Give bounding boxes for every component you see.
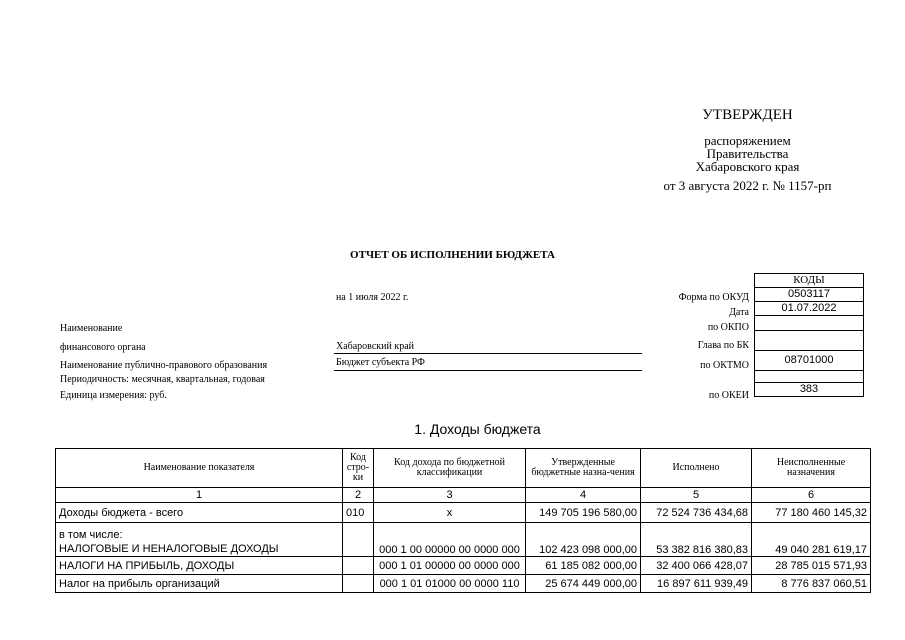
label-name-3: Наименование публично-правового образования bbox=[60, 360, 268, 371]
label-periodicity: Периодичность: месячная, квартальная, годовая bbox=[60, 374, 265, 385]
code-oktmo: 08701000 bbox=[755, 351, 864, 371]
approval-line-2: Правительства bbox=[706, 146, 789, 161]
row-approved: 102 423 098 000,00 bbox=[526, 523, 641, 557]
label-oktmo: по ОКТМО bbox=[700, 360, 749, 371]
row-name: НАЛОГОВЫЕ И НЕНАЛОГОВЫЕ ДОХОДЫ bbox=[59, 543, 279, 555]
codes-header: КОДЫ bbox=[755, 274, 864, 288]
header-name: Наименование показателя bbox=[56, 449, 343, 488]
code-glava bbox=[755, 331, 864, 351]
row-executed: 32 400 066 428,07 bbox=[641, 557, 752, 575]
approval-title: УТВЕРЖДЕН bbox=[702, 107, 793, 123]
row-income-code: 000 1 00 00000 00 0000 000 bbox=[374, 523, 526, 557]
row-income-code: 000 1 01 01000 00 0000 110 bbox=[374, 575, 526, 593]
row-executed: 72 524 736 434,68 bbox=[641, 503, 752, 523]
label-unit: Единица измерения: руб. bbox=[60, 390, 167, 401]
code-okei: 383 bbox=[755, 383, 864, 397]
table-row bbox=[56, 575, 871, 593]
ppo-value: Бюджет субъекта РФ bbox=[336, 357, 425, 368]
table-row bbox=[56, 503, 871, 523]
row-income-code: x bbox=[374, 503, 526, 523]
row-unexecuted: 28 785 015 571,93 bbox=[752, 557, 871, 575]
row-approved: 61 185 082 000,00 bbox=[526, 557, 641, 575]
row-name-prefix: в том числе: bbox=[59, 529, 123, 541]
section-title: 1. Доходы бюджета bbox=[414, 421, 541, 437]
col-number: 6 bbox=[752, 488, 871, 503]
approval-line-1: распоряжением bbox=[704, 133, 791, 148]
label-okud: Форма по ОКУД bbox=[678, 292, 749, 303]
table-header-row bbox=[56, 449, 871, 488]
report-date: на 1 июля 2022 г. bbox=[336, 292, 409, 303]
label-name-1: Наименование bbox=[60, 323, 123, 334]
row-name: Доходы бюджета - всего bbox=[56, 503, 343, 523]
label-okei: по ОКЕИ bbox=[708, 390, 749, 401]
col-number: 3 bbox=[374, 488, 526, 503]
income-table bbox=[55, 448, 871, 593]
approval-line-3: Хабаровского края bbox=[695, 159, 800, 174]
row-executed: 53 382 816 380,83 bbox=[641, 523, 752, 557]
col-number: 1 bbox=[56, 488, 343, 503]
label-name-2: финансового органа bbox=[60, 342, 146, 353]
fin-organ-value: Хабаровский край bbox=[336, 341, 414, 352]
header-approved: Утвержденные бюджетные назна-чения bbox=[526, 449, 641, 488]
row-executed: 16 897 611 939,49 bbox=[641, 575, 752, 593]
approval-line-4: от 3 августа 2022 г. № 1157-рп bbox=[663, 178, 832, 193]
row-name: Налог на прибыль организаций bbox=[56, 575, 343, 593]
row-line-code bbox=[343, 575, 374, 593]
col-number: 5 bbox=[641, 488, 752, 503]
ppo-field bbox=[334, 357, 642, 371]
row-line-code: 010 bbox=[343, 503, 374, 523]
label-date: Дата bbox=[729, 307, 749, 318]
column-number-row bbox=[56, 488, 871, 503]
code-blank bbox=[755, 371, 864, 383]
row-approved: 25 674 449 000,00 bbox=[526, 575, 641, 593]
row-unexecuted: 77 180 460 145,32 bbox=[752, 503, 871, 523]
col-number: 2 bbox=[343, 488, 374, 503]
row-unexecuted: 8 776 837 060,51 bbox=[752, 575, 871, 593]
table-row bbox=[56, 523, 871, 557]
row-name-cell bbox=[56, 523, 343, 557]
table-row bbox=[56, 557, 871, 575]
row-line-code bbox=[343, 523, 374, 557]
header-unexecuted: Неисполненные назначения bbox=[752, 449, 871, 488]
header-income-code: Код дохода по бюджетной классификации bbox=[374, 449, 526, 488]
code-okud: 0503117 bbox=[755, 288, 864, 302]
row-unexecuted: 49 040 281 619,17 bbox=[752, 523, 871, 557]
row-income-code: 000 1 01 00000 00 0000 000 bbox=[374, 557, 526, 575]
row-line-code bbox=[343, 557, 374, 575]
header-line-code: Код стро-ки bbox=[343, 449, 374, 488]
header-executed: Исполнено bbox=[641, 449, 752, 488]
fin-organ-field bbox=[334, 341, 642, 354]
label-okpo: по ОКПО bbox=[707, 322, 749, 333]
codes-table bbox=[754, 273, 864, 397]
row-approved: 149 705 196 580,00 bbox=[526, 503, 641, 523]
col-number: 4 bbox=[526, 488, 641, 503]
code-date: 01.07.2022 bbox=[755, 302, 864, 316]
code-okpo bbox=[755, 316, 864, 331]
report-title: ОТЧЕТ ОБ ИСПОЛНЕНИИ БЮДЖЕТА bbox=[350, 249, 555, 261]
row-name: НАЛОГИ НА ПРИБЫЛЬ, ДОХОДЫ bbox=[56, 557, 343, 575]
label-glava: Глава по БК bbox=[697, 340, 749, 351]
